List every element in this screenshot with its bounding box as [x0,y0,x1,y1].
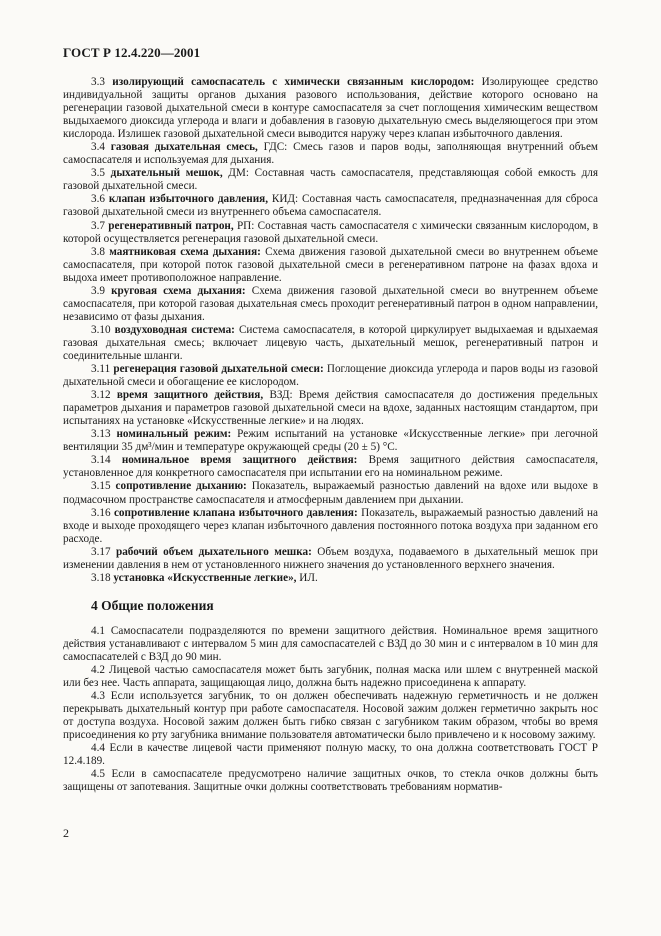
document-body [63,76,598,794]
definition-term: круговая схема дыхания: [111,284,246,297]
definition-number: 3.11 [91,363,111,376]
definition-text: РП: Составная часть самоспасателя с химически связанным кислородом, в которой осуществляется регенерация газовой дыхательной смеси. [63,219,598,245]
definition-number: 3.12 [91,389,111,402]
clause-text: Если в качестве лицевой части применяют полную маску, то она должна соответствовать ГОСТ Р 12.4.189. [63,742,598,768]
definition-text: Схема движения газовой дыхательной смеси во внутреннем объеме самоспасателя, при которой газовая дыхательная смесь проходит регенеративный патрон в одном направлении, независимо от фазы дыхания. [63,284,598,323]
definition-item [63,167,598,193]
document-header: ГОСТ Р 12.4.220—2001 [63,45,201,60]
definition-number: 3.9 [91,284,105,297]
definition-item [63,324,598,363]
definition-number: 3.8 [91,245,105,258]
clause-number: 4.1 [91,624,105,637]
definition-term: номинальное время защитного действия: [121,454,358,467]
definition-item [63,389,598,428]
definition-item [63,480,598,506]
definition-item [63,572,598,585]
definition-text: Поглощение диоксида углерода и паров воды из газовой дыхательной смеси и обогащение ее кислородом. [63,363,599,389]
definition-term: регенеративный патрон, [108,219,234,232]
definition-term: регенерация газовой дыхательной смеси: [113,363,324,376]
definition-text: Изолирующее средство индивидуальной защиты органов дыхания разового использования, действие которого основано на регенерации газовой дыхательной смеси в контуре самоспасателя за счет поглощения химическим веществом выдыхаемого диоксида углерода и влаги и добавления в газовую дыхательную смесь выделяющегося при этом кислорода. Излишек газовой дыхательной смеси выводится наружу через клапан избыточного давления. [63,76,599,141]
definition-number: 3.3 [91,76,105,88]
clause-text: Если используется загубник, то он должен обеспечивать надежную герметичность и не должен перекрывать дыхательный контур при работе самоспасателя. Носовой зажим должен герметично закрыть нос от доступа воздуха. Носовой зажим должен быть гибко связан с загубником таким образом, чтобы во время присоединения ко рту загубника внимание пользователя автоматически было привлечено и к носовому зажиму. [63,690,598,742]
definition-text: Показатель, выражаемый разностью давлений на входе и выходе проходящего через клапан избыточного давления постоянного потока воздуха при заданном его расходе. [63,506,598,545]
definition-number: 3.6 [91,193,105,206]
definition-text: ВЗД: Время действия самоспасателя до достижения предельных параметров дыхания и параметров газовой дыхательной смеси на вдохе, заданных настоящим стандартом, при испытаниях на установке «Искусственные легкие» и на людях. [63,389,598,428]
clause-item [63,664,598,690]
definition-item [63,507,598,546]
definition-text: Система самоспасателя, в которой циркулирует выдыхаемая и вдыхаемая газовая дыхательная смесь; включает лицевую часть, дыхательный мешок, регенеративный патрон и соединительные шланги. [63,323,599,362]
definition-item [63,141,598,167]
definition-term: клапан избыточного давления, [108,193,269,206]
clause-item [63,742,598,768]
clause-number: 4.3 [91,690,105,703]
definition-number: 3.5 [91,167,105,180]
definition-term: установка «Искусственные легкие», [113,571,297,584]
definition-term: номинальный режим: [116,428,232,441]
definition-term: газовая дыхательная смесь, [110,141,258,154]
definition-text: Время защитного действия самоспасателя, установленное для конкретного самоспасателя при испытании его на номинальном режиме. [63,454,599,480]
definition-term: время защитного действия, [116,389,264,402]
definition-number: 3.14 [91,454,111,467]
clause-text: Самоспасатели подразделяются по времени защитного действия. Номинальное время защитного действия устанавливают с интервалом 5 мин для самоспасателей с ВЗД до 30 мин и с интервалом в 10 мин для самоспасателей с ВЗД до 90 мин. [63,624,598,663]
definition-item [63,285,598,324]
clause-number: 4.2 [91,663,105,676]
definition-text: ДМ: Составная часть самоспасателя, представляющая собой емкость для газовой дыхательной смеси. [63,167,598,193]
definition-item [63,363,598,389]
definition-number: 3.10 [91,323,111,336]
definition-term: воздуховодная система: [114,323,235,336]
clause-number: 4.5 [91,768,105,781]
definition-number: 3.4 [91,141,105,154]
definition-term: сопротивление дыханию: [115,480,247,493]
definition-term: изолирующий самоспасатель с химически связанным кислородом: [112,76,475,88]
definition-number: 3.18 [91,571,111,584]
definition-item [63,428,598,454]
definition-term: маятниковая схема дыхания: [109,245,261,258]
clauses-list [63,625,598,795]
definition-term: дыхательный мешок, [110,167,223,180]
definition-number: 3.15 [91,480,111,493]
definition-item [63,76,598,141]
definition-item [63,546,598,572]
page-number: 2 [63,826,69,840]
definition-item [63,193,598,219]
clause-item [63,625,598,664]
clause-item [63,690,598,742]
definition-text: ИЛ. [299,571,318,584]
definition-text: Схема движения газовой дыхательной смеси во внутреннем объеме самоспасателя, при которой поток газовой дыхательной смеси в регенеративном патроне на фазах вдоха и выдоха имеет противоположное направление. [63,245,598,284]
definition-text: Режим испытаний на установке «Искусственные легкие» при легочной вентиляции 35 дм³/мин и температуре окружающей среды (20 ± 5) °С. [63,428,599,454]
definitions-list [63,76,598,585]
definition-number: 3.7 [91,219,105,232]
clause-number: 4.4 [91,742,105,755]
definition-text: КИД: Составная часть самоспасателя, предназначенная для сброса газовой дыхательной смеси из внутреннего объема самоспасателя. [63,193,599,219]
definition-number: 3.13 [91,428,111,441]
definition-text: Показатель, выражаемый разностью давлений на вдохе или выдохе в подмасочном пространстве самоспасателя и атмосферным давлением при дыхании. [63,480,599,506]
definition-term: рабочий объем дыхательного мешка: [115,545,312,558]
definition-item [63,246,598,285]
definition-text: ГДС: Смесь газов и паров воды, заполняющая внутренний объем самоспасателя и используемая для дыхания. [63,141,598,167]
clause-text: Если в самоспасателе предусмотрено наличие защитных очков, то стекла очков должны быть защищены от запотевания. Защитные очки должны соответствовать требованиям норматив- [63,768,599,794]
definition-item [63,454,598,480]
definition-term: сопротивление клапана избыточного давления: [113,506,358,519]
clause-item [63,768,598,794]
definition-item [63,220,598,246]
definition-text: Объем воздуха, подаваемого в дыхательный мешок при изменении давления в нем от установленного нижнего значения до установленного верхнего значения. [63,545,598,571]
clause-text: Лицевой частью самоспасателя может быть загубник, полная маска или шлем с внутренней маской или без нее. Часть аппарата, защищающая лицо, должна быть надежно присоединена к аппарату. [63,663,599,690]
section-title: 4 Общие положения [91,597,214,613]
definition-number: 3.17 [91,545,111,558]
definition-number: 3.16 [91,506,111,519]
